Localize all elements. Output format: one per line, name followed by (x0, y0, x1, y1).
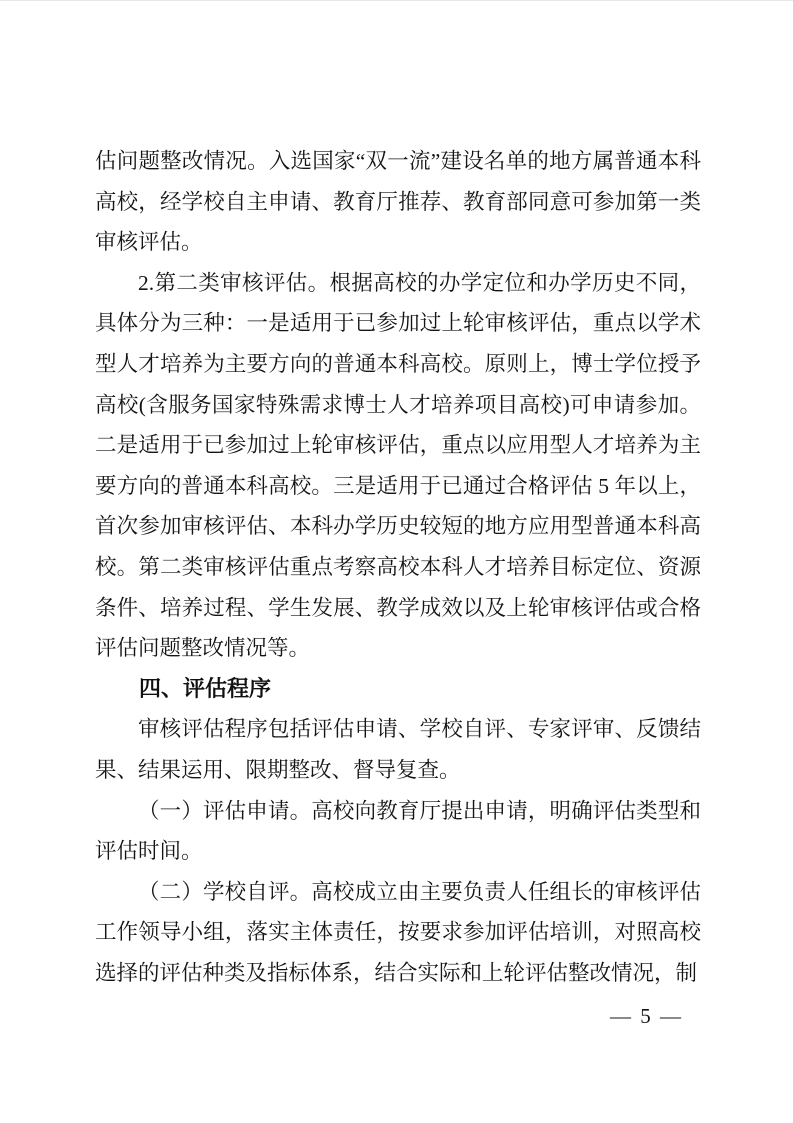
paragraph-procedure-overview: 审核评估程序包括评估申请、学校自评、专家评审、反馈结果、结果运用、限期整改、督导复查。 (95, 717, 701, 782)
page-number: — 5 — (610, 1004, 683, 1028)
section-heading-evaluation-procedure: 四、评估程序 (139, 675, 272, 701)
paragraph-step-1-application: （一）评估申请。高校向教育厅提出申请，明确评估类型和评估时间。 (95, 798, 701, 864)
paragraph-step-2-self-evaluation: （二）学校自评。高校成立由主要负责人任组长的审核评估工作领导小组，落实主体责任，按要求参加评估培训，对照高校选择的评估种类及指标体系，结合实际和上轮评估整改情况，制 (95, 879, 701, 985)
paragraph-continued: 估问题整改情况。入选国家“双一流”建设名单的地方属普通本科高校，经学校自主申请、教育厅推荐、教育部同意可参加第一类审核评估。 (95, 149, 701, 255)
page-content (95, 141, 701, 993)
paragraph-second-category: 2.第二类审核评估。根据高校的办学定位和办学历史不同，具体分为三种：一是适用于已参加过上轮审核评估，重点以学术型人才培养为主要方向的普通本科高校。原则上，博士学位授予高校(含服务国家特殊需求博士人才培养项目高校)可申请参加。二是适用于已参加过上轮审核评估，重点以应用型人才培养为主要方向的普通本科高校。三是适用于已通过合格评估 5 年以上，首次参加审核评估、本科办学历史较短的地方应用型普通本科高校。第二类审核评估重点考察高校本科人才培养目标定位、资源条件、培养过程、学生发展、教学成效以及上轮审核评估或合格评估问题整改情况等。 (95, 270, 701, 661)
